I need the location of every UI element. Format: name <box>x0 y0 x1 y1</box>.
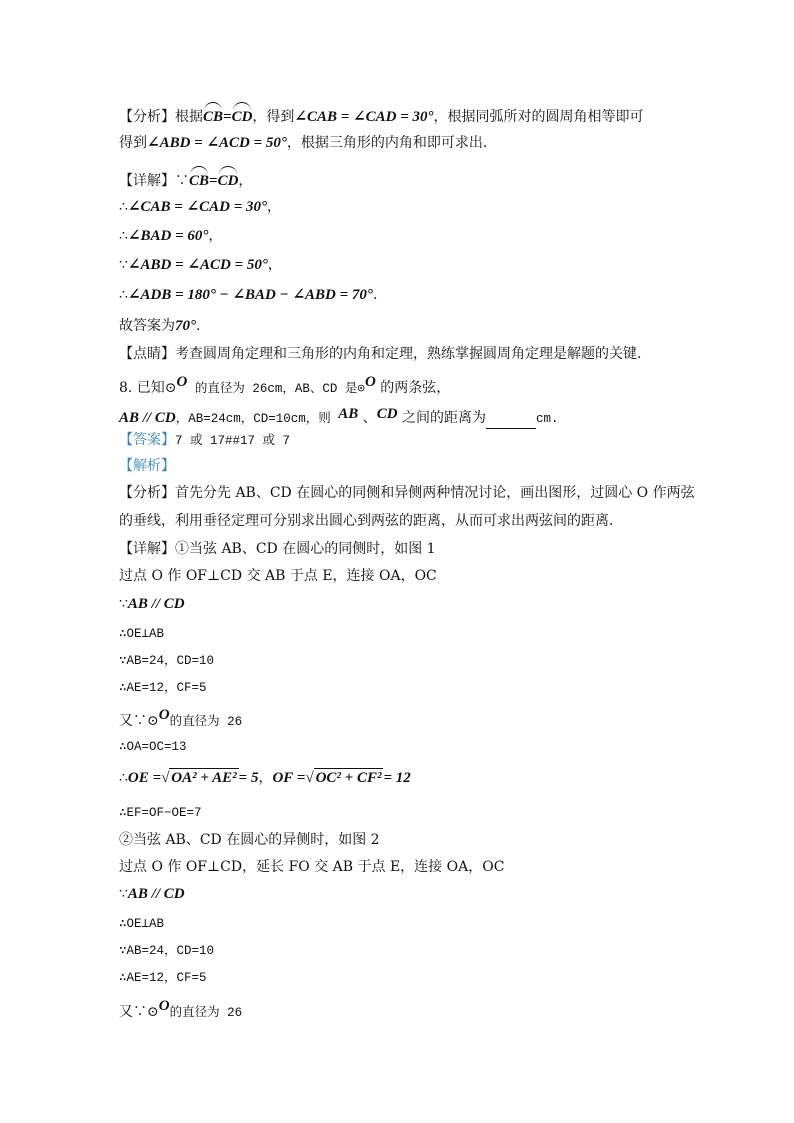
text: ，根据同弧所对的圆周角相等即可 <box>433 109 644 125</box>
solution-analysis-line-1: 【分析】首先分先 AB、CD 在圆心的同侧和异侧两种情况讨论，画出图形，过圆心 O 作两弦 <box>119 485 695 501</box>
detail-line-4 <box>119 255 282 275</box>
answer-line <box>119 316 200 336</box>
text: 又∵⊙ <box>119 1004 159 1020</box>
detail-line-5 <box>119 285 377 305</box>
symbol-o: O <box>158 998 170 1014</box>
equals: = <box>209 173 218 189</box>
text: 得到 <box>119 135 147 151</box>
text: ， <box>208 228 223 244</box>
formula: ∠ABD = ∠ACD = 50° <box>147 135 287 151</box>
text: cm. <box>535 412 559 426</box>
solution-detail-line-5: ∵AB=24，CD=10 <box>119 654 215 668</box>
sqrt-content: OC² + CF² <box>315 770 382 786</box>
text: 故答案为 <box>119 318 175 334</box>
symbol-o: O <box>364 374 376 390</box>
sqrt-sign: √ <box>161 770 170 786</box>
text: 的直径为 26cm，AB、CD 是⊙ <box>187 382 365 396</box>
text: ∵ <box>119 596 128 612</box>
text: . <box>196 318 201 334</box>
text: . <box>372 287 378 303</box>
answer-value: 7 或 17##17 或 7 <box>175 434 291 448</box>
solution-detail-line-6: ∴AE=12，CF=5 <box>119 681 207 695</box>
solution-detail-line-9 <box>119 768 411 788</box>
symbol-o: O <box>176 374 188 390</box>
formula: = 12 <box>383 770 411 786</box>
arc-cb: CB <box>203 104 223 127</box>
solution-detail-line-16: ∴AE=12，CF=5 <box>119 971 207 985</box>
solution-detail-line-17 <box>119 996 242 1023</box>
arc-cb: CB <box>189 168 209 191</box>
text: ， <box>238 173 253 189</box>
solution-detail-line-11: ②当弦 AB、CD 在圆心的异侧时，如图 2 <box>119 832 380 848</box>
sqrt-sign: √ <box>305 770 314 786</box>
detail-line-2 <box>119 197 281 217</box>
text: ，AB=24cm，CD=10cm，则 <box>175 412 339 426</box>
text: 的两条弦， <box>375 380 451 396</box>
formula: ∠ADB = 180° − ∠BAD − ∠ABD = 70° <box>127 287 373 303</box>
symbol-o: O <box>158 707 170 723</box>
detail-line-1 <box>119 168 252 191</box>
solution-detail-line-10: ∴EF=OF−OE=7 <box>119 806 202 820</box>
solution-detail-line-8: ∴OA=OC=13 <box>119 740 187 754</box>
question-8-line-1 <box>119 372 450 399</box>
solution-detail-line-3 <box>119 594 185 614</box>
symbol-ab: AB <box>338 406 359 422</box>
answer-label-line <box>119 430 290 451</box>
solution-detail-line-1: 【详解】①当弦 AB、CD 在圆心的同侧时，如图 1 <box>119 541 436 557</box>
formula: ∠BAD = 60° <box>127 228 209 244</box>
text: ， <box>267 199 282 215</box>
text: 又∵⊙ <box>119 713 159 729</box>
solution-analysis-line-2: 的垂线，利用垂径定理可分别求出圆心到两弦的距离，从而可求出两弦间的距离． <box>119 513 623 529</box>
solution-detail-line-7 <box>119 705 242 732</box>
text: 之间的距离为 <box>397 410 486 426</box>
text: 【详解】∵ <box>119 173 189 189</box>
analysis-line-1 <box>119 104 644 127</box>
text: 、 <box>358 410 377 426</box>
formula: ∠CAB = ∠CAD = 30° <box>294 109 434 125</box>
comment-line: 【点睛】考查圆周角定理和三角形的内角和定理，熟练掌握圆周角定理是解题的关键. <box>119 346 642 362</box>
formula: ∠ABD = ∠ACD = 50° <box>127 257 268 273</box>
formula: OE = <box>127 770 162 786</box>
text: ∴ <box>119 199 128 215</box>
formula: AB // CD <box>127 886 185 902</box>
text: ，得到 <box>252 109 295 125</box>
solution-detail-line-15: ∵AB=24，CD=10 <box>119 944 215 958</box>
formula: AB // CD <box>127 596 185 612</box>
formula: ∠CAB = ∠CAD = 30° <box>127 199 268 215</box>
text: 【分析】根据 <box>119 109 203 125</box>
answer-label: 【答案】 <box>119 432 175 448</box>
solution-detail-line-4: ∴OE⊥AB <box>119 627 165 641</box>
text: ，根据三角形的内角和即可求出. <box>286 135 488 151</box>
text: ， <box>258 770 273 786</box>
solution-detail-line-13 <box>119 884 185 904</box>
text: ， <box>267 257 282 273</box>
formula: OF = <box>272 770 306 786</box>
formula: = 5 <box>238 770 259 786</box>
symbol-cd: CD <box>376 406 398 422</box>
formula: 70° <box>175 318 196 334</box>
equals: = <box>223 109 232 125</box>
text: ∵ <box>119 886 128 902</box>
text: 的直径为 26 <box>169 1006 243 1020</box>
arc-cd: CD <box>232 104 253 127</box>
text: 的直径为 26 <box>169 715 243 729</box>
formula: AB // CD <box>119 410 176 426</box>
text: ∴ <box>119 287 128 303</box>
analysis-label: 【解析】 <box>119 458 175 474</box>
answer-blank <box>486 414 536 429</box>
analysis-line-2 <box>119 133 487 153</box>
text: ∵ <box>119 257 128 273</box>
solution-detail-line-14: ∴OE⊥AB <box>119 917 165 931</box>
arc-cd: CD <box>218 168 239 191</box>
solution-detail-line-2: 过点 O 作 OF⊥CD 交 AB 于点 E，连接 OA，OC <box>119 568 437 584</box>
solution-detail-line-12: 过点 O 作 OF⊥CD，延长 FO 交 AB 于点 E，连接 OA，OC <box>119 859 505 875</box>
detail-line-3 <box>119 226 222 246</box>
text: ∴ <box>119 228 128 244</box>
text: 8. 已知⊙ <box>119 380 177 396</box>
question-8-line-2 <box>119 404 559 429</box>
sqrt-content: OA² + AE² <box>171 770 237 786</box>
text: ∴ <box>119 770 128 786</box>
